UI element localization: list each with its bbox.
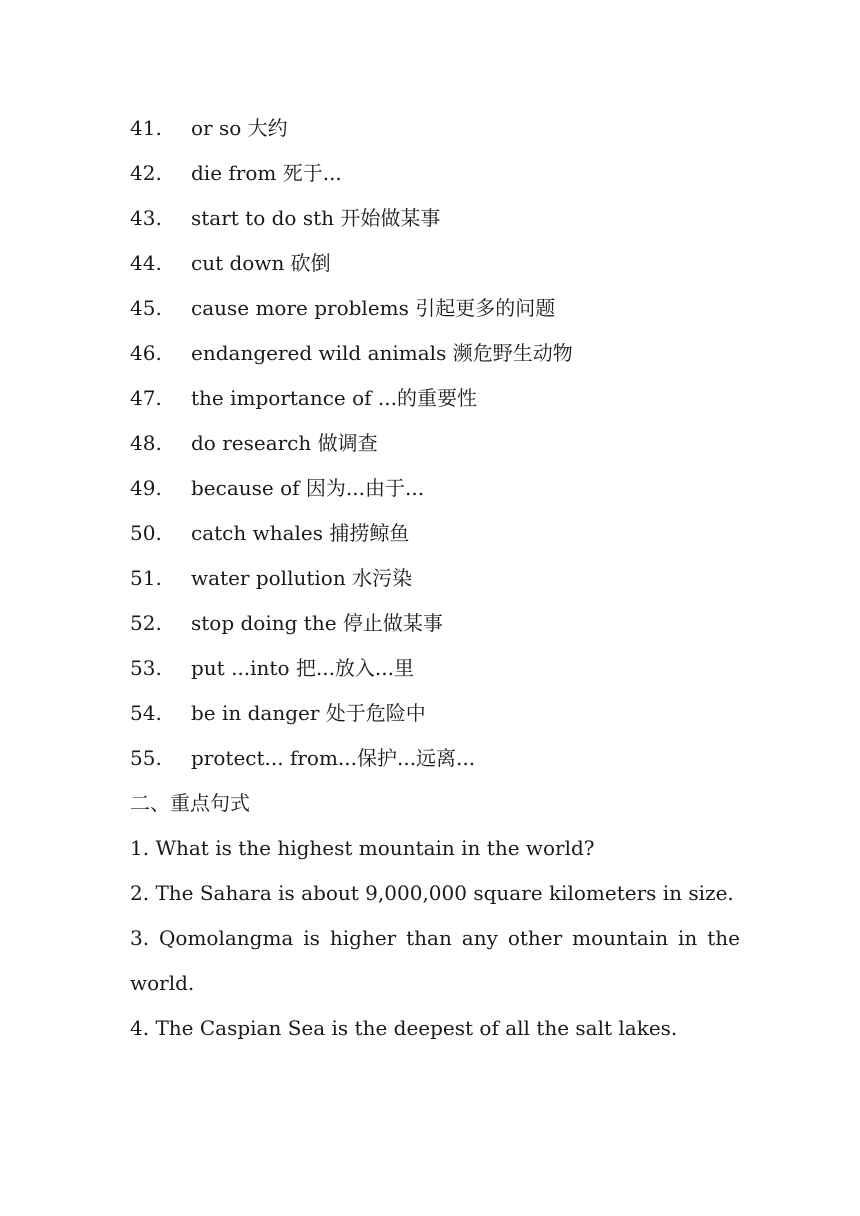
phrase-number: 44.: [130, 251, 162, 275]
phrase-number: 55.: [130, 746, 162, 770]
phrase-item: [130, 196, 740, 241]
phrase-number: 48.: [130, 431, 162, 455]
phrase-text: cut down 砍倒: [191, 251, 331, 275]
phrase-text: the importance of ...的重要性: [191, 386, 477, 410]
phrase-number: 52.: [130, 611, 162, 635]
sentence: 3. Qomolangma is higher than any other mountain in the world.: [130, 926, 740, 995]
phrase-item: [130, 286, 740, 331]
phrase-text: put ...into 把...放入...里: [191, 656, 415, 680]
phrase-item: [130, 421, 740, 466]
phrase-item: [130, 691, 740, 736]
phrase-text: cause more problems 引起更多的问题: [191, 296, 556, 320]
phrase-item: [130, 556, 740, 601]
phrase-number: 49.: [130, 476, 162, 500]
phrase-number: 41.: [130, 116, 162, 140]
phrase-item: [130, 736, 740, 781]
phrase-number: 51.: [130, 566, 162, 590]
sentence: 4. The Caspian Sea is the deepest of all the salt lakes.: [130, 1016, 678, 1040]
phrase-text: stop doing the 停止做某事: [191, 611, 443, 635]
phrase-item: [130, 466, 740, 511]
phrase-text: water pollution 水污染: [191, 566, 413, 590]
phrase-text: start to do sth 开始做某事: [191, 206, 441, 230]
phrase-text: be in danger 处于危险中: [191, 701, 426, 725]
section-heading: 二、重点句式: [130, 791, 250, 815]
phrase-item: [130, 151, 740, 196]
phrase-item: [130, 106, 740, 151]
phrase-number: 45.: [130, 296, 162, 320]
phrase-number: 54.: [130, 701, 162, 725]
phrase-text: endangered wild animals 濒危野生动物: [191, 341, 573, 365]
phrase-item: [130, 241, 740, 286]
document-page: [130, 106, 740, 1051]
phrase-item: [130, 646, 740, 691]
phrase-number: 50.: [130, 521, 162, 545]
phrase-number: 42.: [130, 161, 162, 185]
phrase-text: protect... from...保护...远离...: [191, 746, 476, 770]
phrase-number: 43.: [130, 206, 162, 230]
phrase-text: die from 死于...: [191, 161, 342, 185]
phrase-number: 53.: [130, 656, 162, 680]
key-sentences: [130, 826, 740, 1051]
phrase-list: [130, 106, 740, 781]
phrase-text: or so 大约: [191, 116, 288, 140]
phrase-item: [130, 376, 740, 421]
sentence: 1. What is the highest mountain in the world?: [130, 836, 595, 860]
phrase-item: [130, 511, 740, 556]
phrase-text: because of 因为...由于...: [191, 476, 425, 500]
phrase-number: 47.: [130, 386, 162, 410]
phrase-item: [130, 331, 740, 376]
phrase-text: catch whales 捕捞鲸鱼: [191, 521, 410, 545]
sentence: 2. The Sahara is about 9,000,000 square kilometers in size.: [130, 881, 734, 905]
phrase-item: [130, 601, 740, 646]
phrase-number: 46.: [130, 341, 162, 365]
phrase-text: do research 做调查: [191, 431, 378, 455]
